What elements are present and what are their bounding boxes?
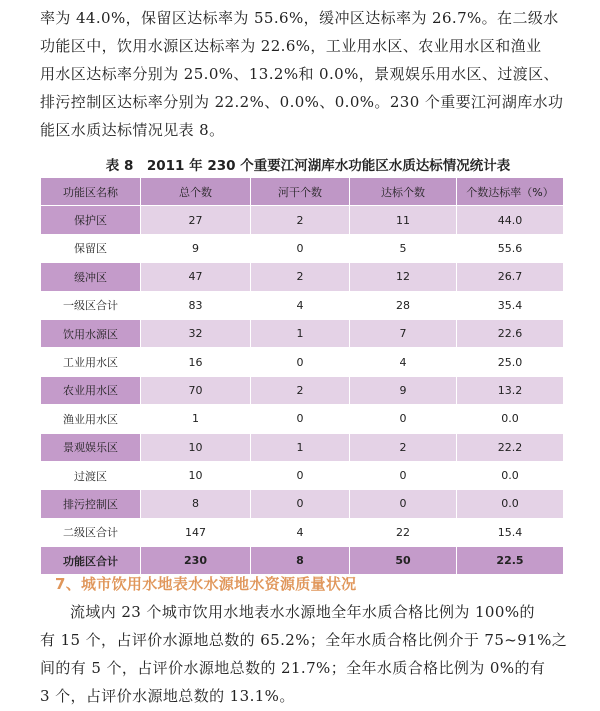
- table-header-row: [41, 178, 564, 206]
- table-cell: 147: [141, 518, 251, 546]
- table-row: [41, 234, 564, 262]
- drinking-water-paragraph: [40, 598, 576, 710]
- table-cell: 0: [350, 490, 457, 518]
- table-cell: 0: [251, 348, 350, 376]
- table-cell: 22.5: [457, 547, 564, 575]
- table-cell: 4: [251, 518, 350, 546]
- table-cell: 0.0: [457, 461, 564, 489]
- table-row: [41, 348, 564, 376]
- table-cell: 22.6: [457, 319, 564, 347]
- zone-name-cell: 缓冲区: [41, 263, 141, 291]
- table-cell: 9: [350, 376, 457, 404]
- table-cell: 10: [141, 461, 251, 489]
- table-row: [41, 490, 564, 518]
- table-row: [41, 376, 564, 404]
- para-line: 率为 44.0%，保留区达标率为 55.6%，缓冲区达标率为 26.7%。在二级水: [40, 9, 559, 27]
- zone-name-cell: 景观娱乐区: [41, 433, 141, 461]
- table-total-row: [41, 547, 564, 575]
- table-row: [41, 319, 564, 347]
- para-line: 3 个，占评价水源地总数的 13.1%。: [40, 687, 295, 705]
- table-cell: 0: [251, 405, 350, 433]
- table-cell: 13.2: [457, 376, 564, 404]
- column-header: 个数达标率（%）: [457, 178, 564, 206]
- table-cell: 1: [141, 405, 251, 433]
- para-line: 能区水质达标情况见表 8。: [40, 121, 225, 139]
- table-cell: 15.4: [457, 518, 564, 546]
- table-cell: 16: [141, 348, 251, 376]
- zone-name-cell: 二级区合计: [41, 518, 141, 546]
- table-cell: 0: [350, 461, 457, 489]
- table-row: [41, 206, 564, 234]
- table-row: [41, 518, 564, 546]
- table-cell: 11: [350, 206, 457, 234]
- table-cell: 230: [141, 547, 251, 575]
- zone-name-cell: 一级区合计: [41, 291, 141, 319]
- table-cell: 47: [141, 263, 251, 291]
- zone-name-cell: 工业用水区: [41, 348, 141, 376]
- table-cell: 22.2: [457, 433, 564, 461]
- table-cell: 44.0: [457, 206, 564, 234]
- table-cell: 4: [350, 348, 457, 376]
- zone-name-cell: 农业用水区: [41, 376, 141, 404]
- table-cell: 28: [350, 291, 457, 319]
- table-cell: 8: [141, 490, 251, 518]
- table-cell: 2: [350, 433, 457, 461]
- table-cell: 83: [141, 291, 251, 319]
- para-line: 功能区中，饮用水源区达标率为 22.6%，工业用水区、农业用水区和渔业: [40, 37, 542, 55]
- table-cell: 12: [350, 263, 457, 291]
- table-cell: 0: [251, 461, 350, 489]
- table-cell: 2: [251, 263, 350, 291]
- table-cell: 22: [350, 518, 457, 546]
- table-cell: 26.7: [457, 263, 564, 291]
- table-cell: 8: [251, 547, 350, 575]
- para-line: 流域内 23 个城市饮用水地表水水源地全年水质合格比例为 100%的: [70, 603, 535, 621]
- para-line: 用水区达标率分别为 25.0%、13.2%和 0.0%，景观娱乐用水区、过渡区、: [40, 65, 559, 83]
- para-line: 间的有 5 个，占评价水源地总数的 21.7%；全年水质合格比例为 0%的有: [40, 659, 546, 677]
- table-cell: 50: [350, 547, 457, 575]
- table-cell: 9: [141, 234, 251, 262]
- para-line: 有 15 个，占评价水源地总数的 65.2%；全年水质合格比例介于 75~91%之: [40, 631, 568, 649]
- zone-name-cell: 饮用水源区: [41, 319, 141, 347]
- table-cell: 0: [251, 490, 350, 518]
- zone-name-cell: 渔业用水区: [41, 405, 141, 433]
- column-header: 河干个数: [251, 178, 350, 206]
- zone-name-cell: 功能区合计: [41, 547, 141, 575]
- table-row: [41, 433, 564, 461]
- table-cell: 32: [141, 319, 251, 347]
- column-header: 达标个数: [350, 178, 457, 206]
- table-cell: 2: [251, 206, 350, 234]
- table-cell: 25.0: [457, 348, 564, 376]
- intro-paragraph: [40, 4, 576, 144]
- zone-name-cell: 排污控制区: [41, 490, 141, 518]
- table-cell: 10: [141, 433, 251, 461]
- table-cell: 0: [350, 405, 457, 433]
- table-cell: 2: [251, 376, 350, 404]
- table-cell: 5: [350, 234, 457, 262]
- table-cell: 0: [251, 234, 350, 262]
- table-cell: 35.4: [457, 291, 564, 319]
- table-row: [41, 405, 564, 433]
- table-cell: 1: [251, 319, 350, 347]
- column-header: 功能区名称: [41, 178, 141, 206]
- section-heading: 7、城市饮用水地表水水源地水资源质量状况: [55, 575, 357, 593]
- table-row: [41, 263, 564, 291]
- table-row: [41, 291, 564, 319]
- para-line: 排污控制区达标率分别为 22.2%、0.0%、0.0%。230 个重要江河湖库水功: [40, 93, 564, 111]
- table-cell: 55.6: [457, 234, 564, 262]
- table-cell: 0.0: [457, 405, 564, 433]
- column-header: 总个数: [141, 178, 251, 206]
- table-cell: 1: [251, 433, 350, 461]
- water-function-zone-table: [40, 177, 564, 575]
- table-cell: 7: [350, 319, 457, 347]
- table-caption: 表 8 2011 年 230 个重要江河湖库水功能区水质达标情况统计表: [105, 158, 511, 174]
- table-cell: 0.0: [457, 490, 564, 518]
- zone-name-cell: 过渡区: [41, 461, 141, 489]
- table-cell: 4: [251, 291, 350, 319]
- table-cell: 70: [141, 376, 251, 404]
- table-row: [41, 461, 564, 489]
- table-cell: 27: [141, 206, 251, 234]
- zone-name-cell: 保留区: [41, 234, 141, 262]
- zone-name-cell: 保护区: [41, 206, 141, 234]
